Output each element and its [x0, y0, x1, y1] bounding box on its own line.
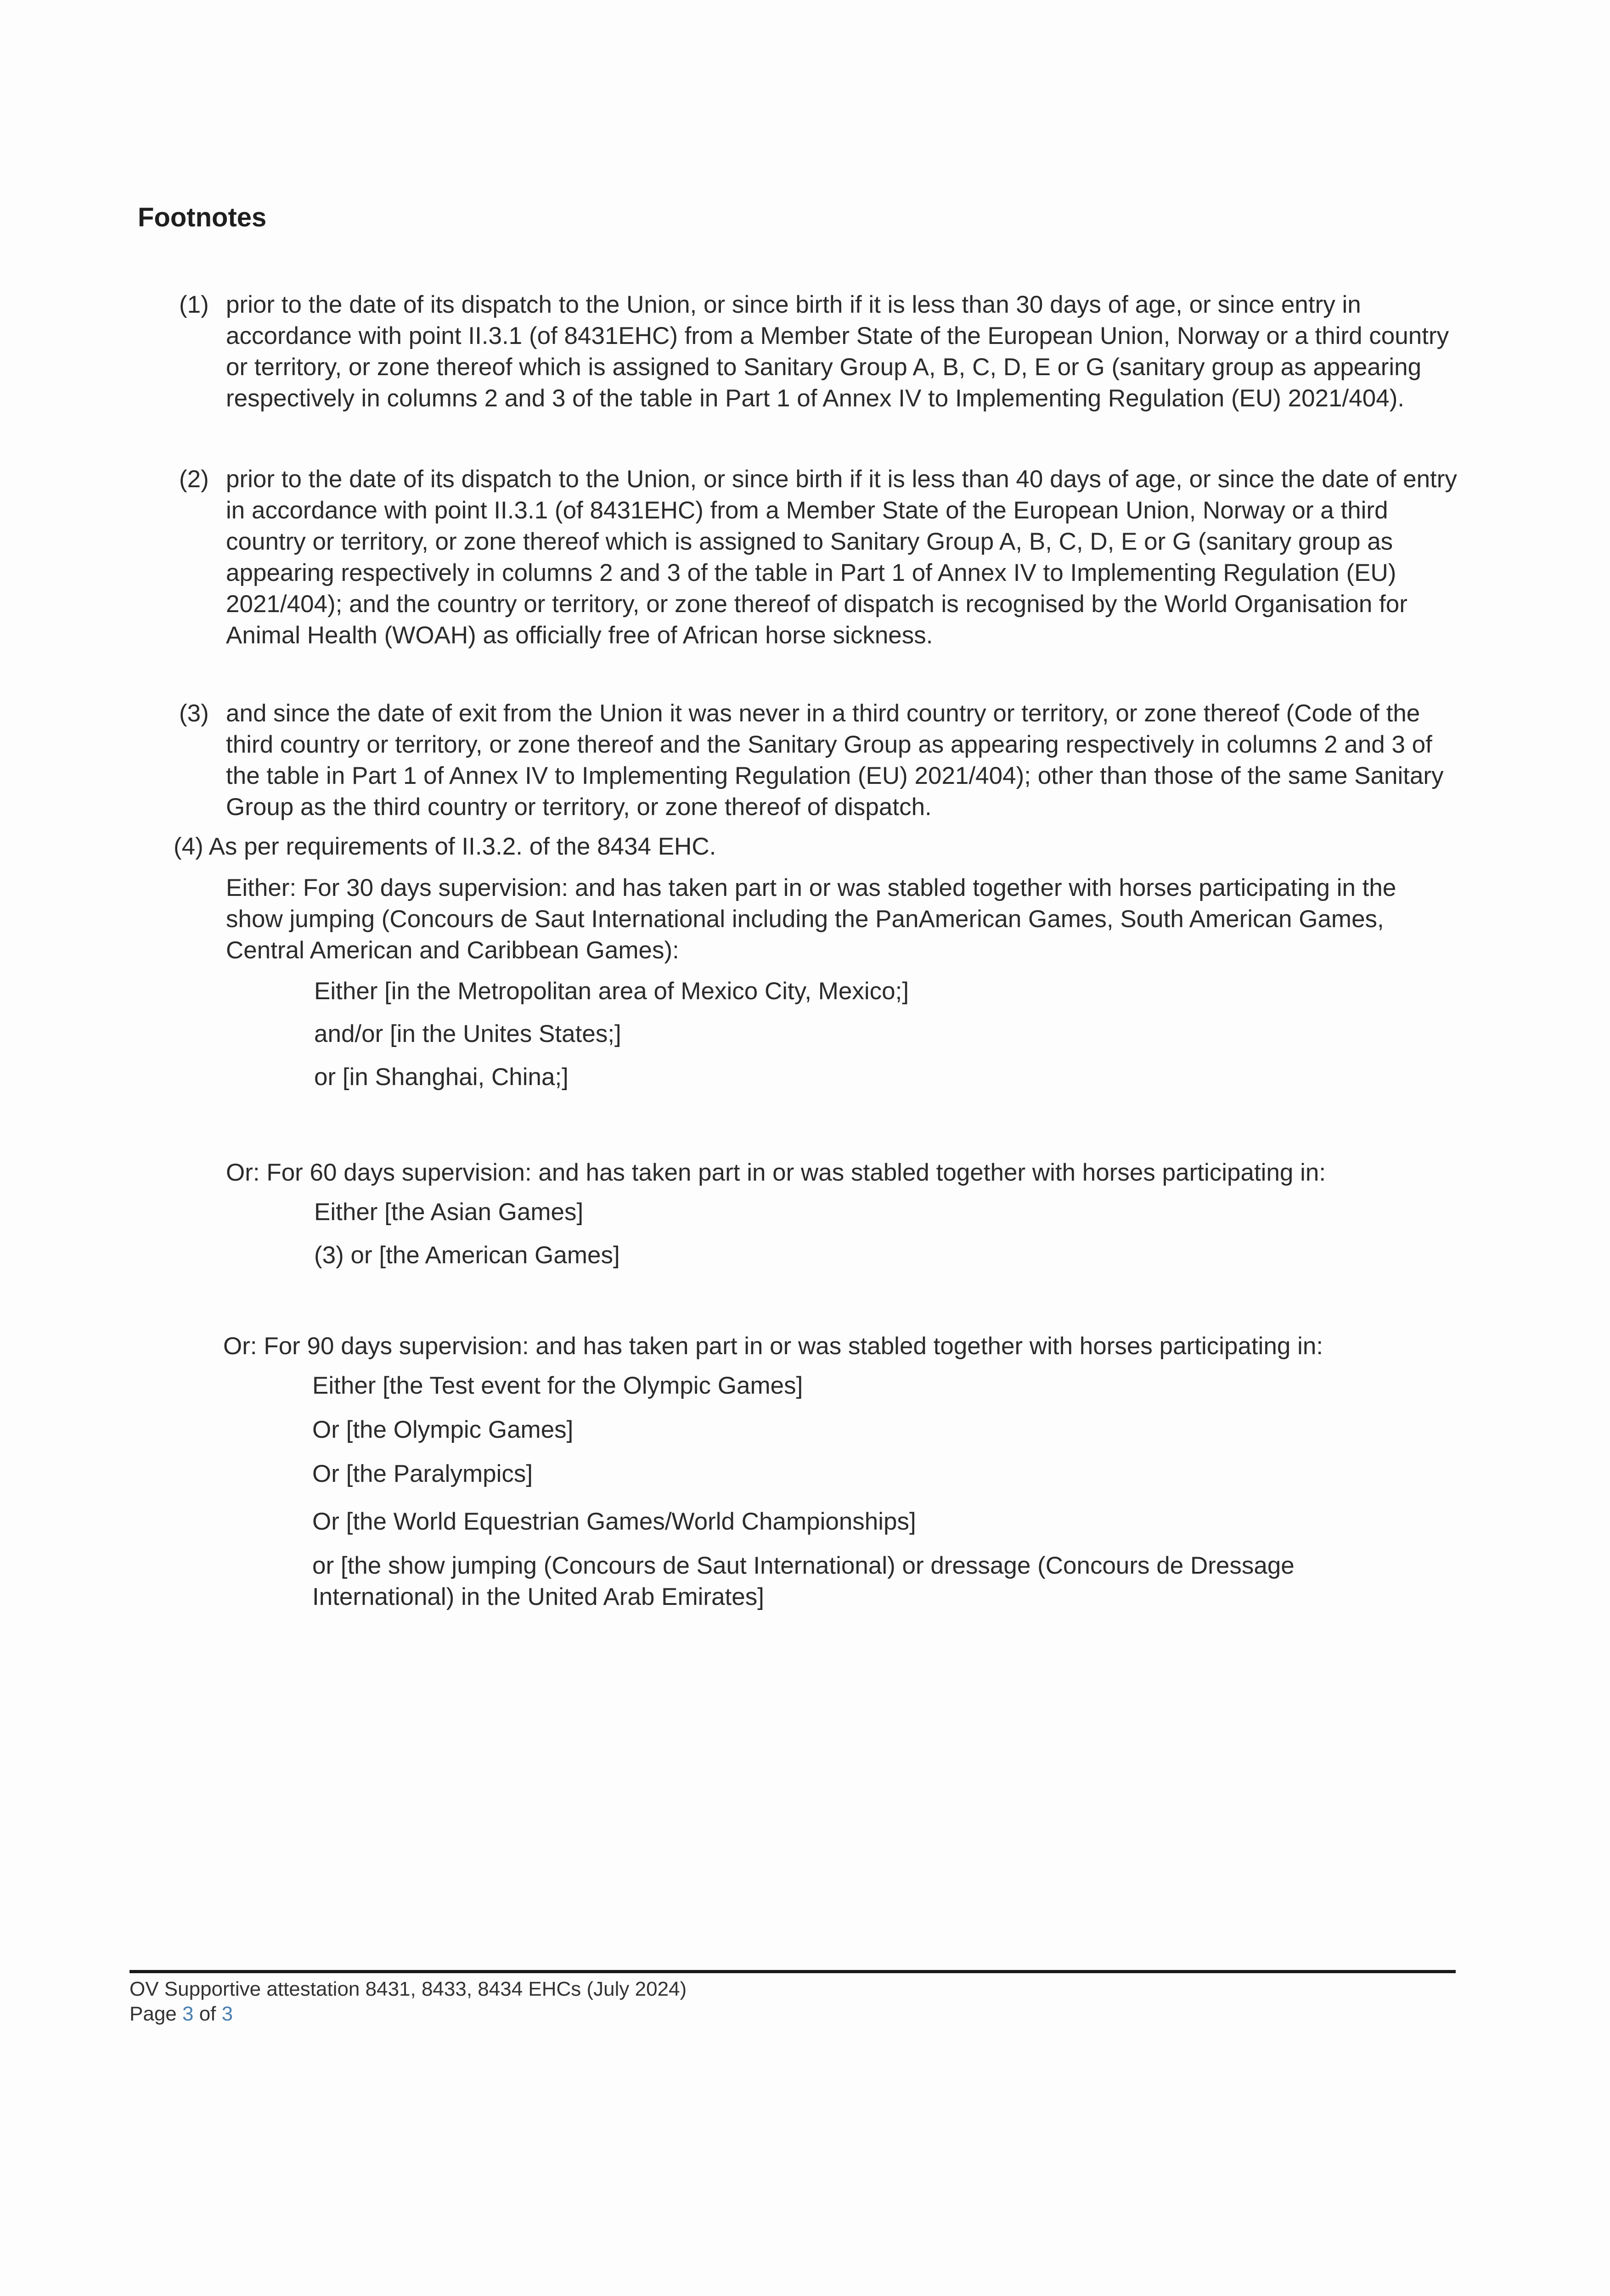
footnote-text: and since the date of exit from the Union it was never in a third country or territory, or zone thereof (Code of the third country or territory, or zone thereof and the Sanitary Group as appearing respectively in columns 2 and 3 of the table in Part 1 of Annex IV to Implementing Regulation (EU) 2021/404); other than those of the same Sanitary Group as the third country or territory, or zone thereof of dispatch. [226, 700, 1444, 821]
footer-document-title: OV Supportive attestation 8431, 8433, 8434 EHCs (July 2024) [129, 1978, 687, 2000]
option-30-item: or [in Shanghai, China;] [314, 1064, 569, 1091]
footer-page-number: Page 3 of 3 [129, 2003, 233, 2025]
footnote-number: (1) [179, 291, 209, 318]
page-current: 3 [182, 2003, 194, 2025]
option-90-item: Or [the Paralympics] [312, 1460, 533, 1487]
option-60-item: Either [the Asian Games] [314, 1199, 584, 1226]
footnote-4-option-90-days: Or: For 90 days supervision: and has taken part in or was stabled together with horses participating in: [223, 1333, 1323, 1360]
footnote-4-intro: (4) As per requirements of II.3.2. of the 8434 EHC. [174, 833, 716, 860]
footer-rule [129, 1970, 1456, 1973]
footnote-text: prior to the date of its dispatch to the Union, or since birth if it is less than 30 days of age, or since entry in accordance with point II.3.1 (of 8431EHC) from a Member State of the European Union, Norway or a third country or territory, or zone thereof which is assigned to Sanitary Group A, B, C, D, E or G (sanitary group as appearing respectively in columns 2 and 3 of the table in Part 1 of Annex IV to Implementing Regulation (EU) 2021/404). [226, 291, 1449, 412]
option-90-item: Or [the Olympic Games] [312, 1416, 574, 1443]
footnote-4-option-60-days: Or: For 60 days supervision: and has taken part in or was stabled together with horses participating in: [226, 1159, 1326, 1186]
footnote-number: (2) [179, 466, 209, 493]
option-90-item: Or [the World Equestrian Games/World Championships] [312, 1508, 916, 1535]
page-footer [129, 1977, 687, 2026]
option-90-item: or [the show jumping (Concours de Saut International) or dressage (Concours de Dressage International) in the United Arab Emirates] [312, 1552, 1295, 1610]
footnote-2 [179, 464, 1460, 651]
option-90-item: Either [the Test event for the Olympic Games] [312, 1372, 803, 1399]
footnote-text: prior to the date of its dispatch to the Union, or since birth if it is less than 40 days of age, or since the date of entry in accordance with point II.3.1 (of 8431EHC) from a Member State of the European Union, Norway or a third country or territory, or zone thereof which is assigned to Sanitary Group A, B, C, D, E or G (sanitary group as appearing respectively in columns 2 and 3 of the table in Part 1 of Annex IV to Implementing Regulation (EU) 2021/404); and the country or territory, or zone thereof of dispatch is recognised by the World Organisation for Animal Health (WOAH) as officially free of African horse sickness. [226, 466, 1457, 649]
footnotes-heading: Footnotes [138, 203, 267, 232]
option-30-item: and/or [in the Unites States;] [314, 1020, 621, 1047]
option-30-item: Either [in the Metropolitan area of Mexico City, Mexico;] [314, 978, 909, 1005]
footnote-1 [179, 289, 1460, 414]
footnote-number: (3) [179, 700, 209, 727]
footnote-3 [179, 698, 1460, 823]
page-total: 3 [221, 2003, 233, 2025]
option-60-item: (3) or [the American Games] [314, 1242, 620, 1269]
footnote-4-option-30-days: Either: For 30 days supervision: and has taken part in or was stabled together with horses participating in the show jumping (Concours de Saut International including the PanAmerican Games, South American Games, Central American and Caribbean Games): [226, 874, 1396, 964]
